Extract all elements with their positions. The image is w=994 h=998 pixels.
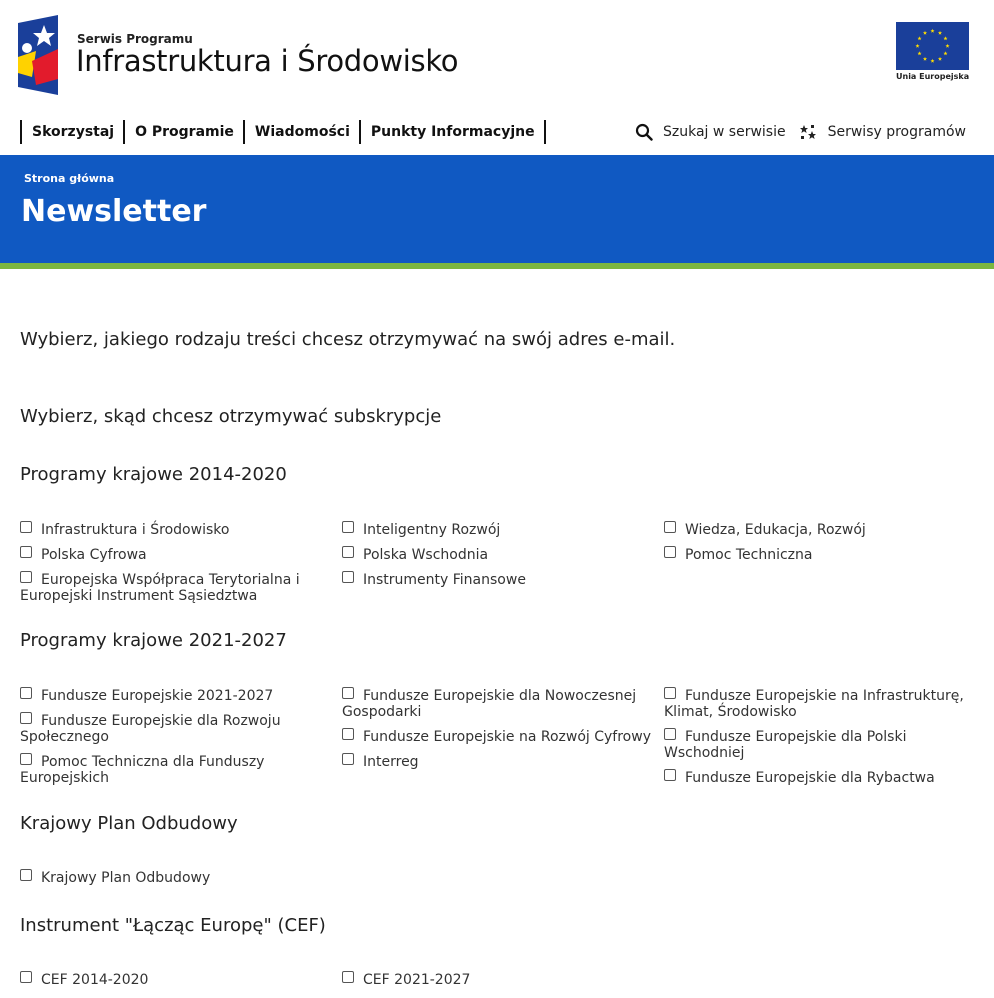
page-banner [0,155,994,269]
checkbox[interactable] [342,687,354,699]
checkbox-label: Fundusze Europejskie 2021-2027 [41,688,274,704]
program-services-icon [798,123,818,141]
brand-subtitle: Serwis Programu [77,32,193,46]
search-label: Szukaj w serwisie [663,124,786,140]
site-header [0,0,994,155]
nav-item-o-programie[interactable]: O Programie [123,120,243,144]
checkbox-item[interactable] [664,546,980,563]
checkbox[interactable] [664,546,676,558]
checkbox-item[interactable] [20,869,342,886]
nav-item-wiadomosci[interactable]: Wiadomości [243,120,359,144]
checkbox[interactable] [342,571,354,583]
checkbox-item[interactable] [342,753,664,770]
eu-flag-icon [896,22,969,70]
checkbox[interactable] [664,769,676,781]
search-icon [635,123,653,141]
checkbox-item[interactable] [342,687,664,720]
checkbox[interactable] [20,687,32,699]
checkbox[interactable] [20,712,32,724]
checkbox[interactable] [20,571,32,583]
checkbox[interactable] [342,753,354,765]
checkbox[interactable] [664,521,676,533]
header-tools [635,120,966,144]
eu-label: Unia Europejska [896,72,970,81]
checkbox-label: CEF 2021-2027 [363,972,471,988]
checkbox-label: Instrumenty Finansowe [363,572,526,588]
checkbox[interactable] [20,869,32,881]
checkbox-label: Pomoc Techniczna dla Funduszy Europejskich [20,754,265,786]
section-heading: Programy krajowe 2021-2027 [20,630,287,651]
checkbox-item[interactable] [664,728,980,761]
checkbox-label: Fundusze Europejskie na Infrastrukturę, Klimat, Środowisko [664,688,964,720]
services-label: Serwisy programów [827,124,966,140]
checkbox-label: Wiedza, Edukacja, Rozwój [685,522,866,538]
checkbox-item[interactable] [664,521,980,538]
checkbox-item[interactable] [664,769,980,786]
eu-logo [896,22,969,81]
checkbox-label: Polska Cyfrowa [41,547,147,563]
checkbox-label: Infrastruktura i Środowisko [41,522,230,538]
checkbox-label: Fundusze Europejskie na Rozwój Cyfrowy [363,729,651,745]
checkbox[interactable] [20,753,32,765]
nav-item-skorzystaj[interactable]: Skorzystaj [20,120,123,144]
intro-text: Wybierz, jakiego rodzaju treści chcesz otrzymywać na swój adres e-mail. [20,329,676,350]
program-logo[interactable] [18,15,60,95]
section-heading: Krajowy Plan Odbudowy [20,813,238,834]
checkbox-label: CEF 2014-2020 [41,972,149,988]
section-heading: Instrument "Łącząc Europę" (CEF) [20,915,326,936]
checkbox-item[interactable] [664,687,980,720]
checkbox-item[interactable] [20,546,342,563]
checkbox-group [20,521,980,612]
checkbox-label: Polska Wschodnia [363,547,489,563]
checkbox[interactable] [664,687,676,699]
checkbox[interactable] [20,971,32,983]
checkbox-item[interactable] [20,687,342,704]
checkbox[interactable] [342,971,354,983]
services-link[interactable] [798,120,966,144]
checkbox-item[interactable] [342,521,664,538]
main-nav [20,120,546,144]
subscriptions-heading: Wybierz, skąd chcesz otrzymywać subskrypcje [20,406,442,427]
checkbox[interactable] [664,728,676,740]
checkbox-item[interactable] [20,753,342,786]
checkbox[interactable] [342,521,354,533]
checkbox-group [20,869,980,894]
checkbox-item[interactable] [342,546,664,563]
checkbox-label: Fundusze Europejskie dla Nowoczesnej Gospodarki [342,688,637,720]
page-title: Newsletter [21,194,207,229]
checkbox-label: Fundusze Europejskie dla Polski Wschodniej [664,729,907,761]
checkbox-label: Fundusze Europejskie dla Rozwoju Społecznego [20,713,281,745]
checkbox-label: Interreg [363,754,419,770]
checkbox-group [20,971,980,996]
nav-item-punkty-informacyjne[interactable]: Punkty Informacyjne [359,120,546,144]
checkbox[interactable] [20,546,32,558]
checkbox-item[interactable] [20,521,342,538]
checkbox-label: Europejska Współpraca Terytorialna i Europejski Instrument Sąsiedztwa [20,572,300,604]
checkbox-item[interactable] [342,728,664,745]
checkbox-label: Inteligentny Rozwój [363,522,501,538]
checkbox-group [20,687,980,794]
search-link[interactable] [635,120,786,144]
checkbox-label: Fundusze Europejskie dla Rybactwa [685,770,935,786]
checkbox-item[interactable] [20,712,342,745]
checkbox-item[interactable] [20,971,342,988]
checkbox-item[interactable] [342,971,664,988]
checkbox[interactable] [342,728,354,740]
brand-title[interactable]: Infrastruktura i Środowisko [76,44,459,78]
breadcrumb-home[interactable]: Strona główna [24,172,115,185]
checkbox[interactable] [342,546,354,558]
checkbox-item[interactable] [20,571,342,604]
checkbox[interactable] [20,521,32,533]
checkbox-label: Pomoc Techniczna [685,547,813,563]
checkbox-item[interactable] [342,571,664,588]
checkbox-label: Krajowy Plan Odbudowy [41,870,211,886]
section-heading: Programy krajowe 2014-2020 [20,464,287,485]
